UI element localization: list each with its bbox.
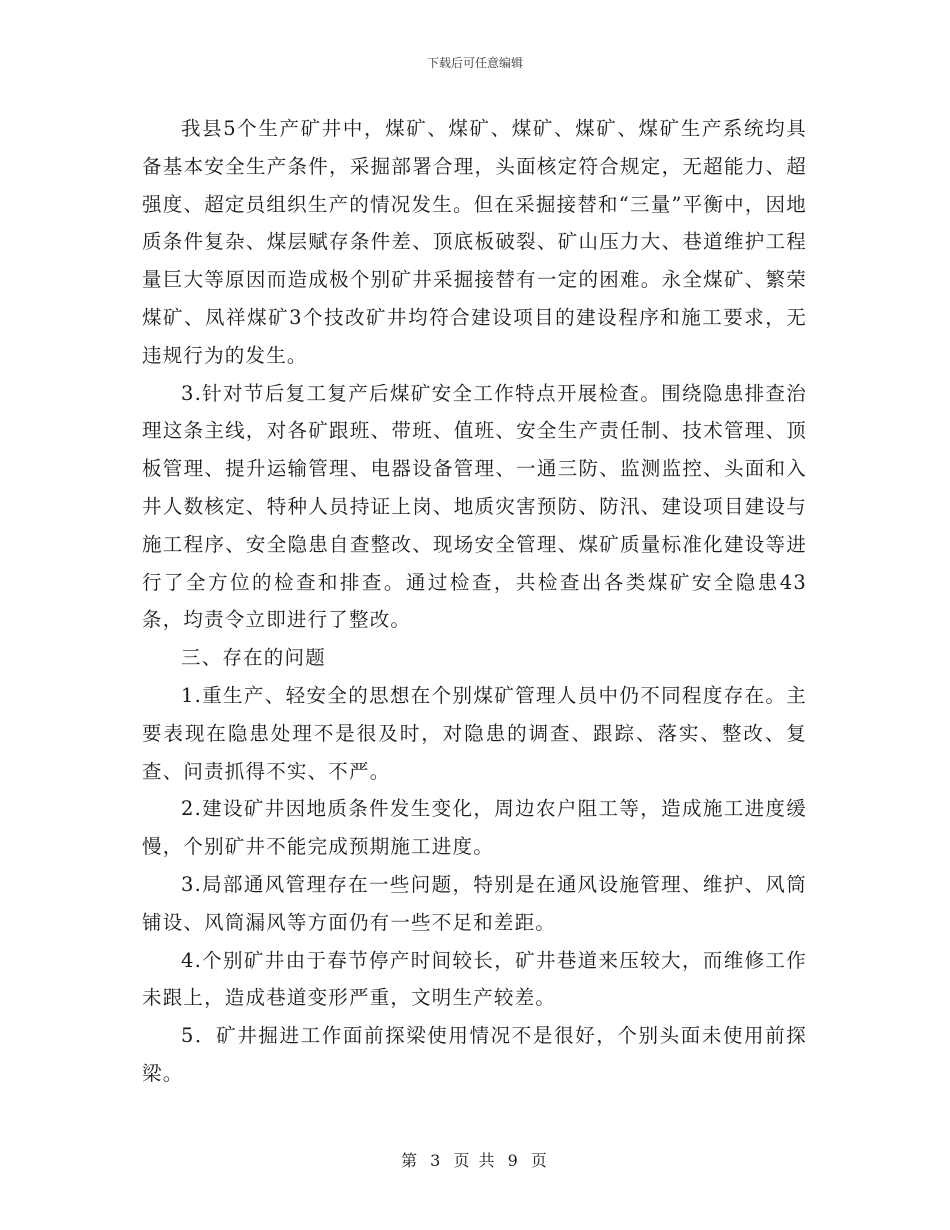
paragraph-problem-3: 3.局部通风管理存在一些问题，特别是在通风设施管理、维护、风筒铺设、风筒漏风等方面仍有一些不足和差距。 bbox=[142, 872, 807, 934]
footer-current-page: 3 bbox=[430, 1151, 443, 1170]
page-footer bbox=[0, 1148, 950, 1171]
paragraph-inspection: 3.针对节后复工复产后煤矿安全工作特点开展检查。围绕隐患排查治理这条主线，对各矿跟班、带班、值班、安全生产责任制、技术管理、顶板管理、提升运输管理、电器设备管理、一通三防、监测监控、头面和入井人数核定、特种人员持证上岗、地质灾害预防、防汛、建设项目建设与施工程序、安全隐患自查整改、现场安全管理、煤矿质量标准化建设等进行了全方位的检查和排查。通过检查，共检查出各类煤矿安全隐患43条，均责令立即进行了整改。 bbox=[142, 381, 807, 632]
section-heading-problems: 三、存在的问题 bbox=[181, 646, 326, 670]
paragraph-problem-4: 4.个别矿井由于春节停产时间较长，矿井巷道来压较大，而维修工作未跟上，造成巷道变形严重，文明生产较差。 bbox=[142, 948, 807, 1010]
footer-prefix: 第 bbox=[401, 1151, 420, 1170]
header-note: 下载后可任意编辑 bbox=[426, 56, 523, 70]
paragraph-problem-2: 2.建设矿井因地质条件发生变化，周边农户阻工等，造成施工进度缓慢，个别矿井不能完成预期施工进度。 bbox=[142, 797, 807, 859]
document-body bbox=[142, 110, 807, 1093]
paragraph-mine-status: 我县5个生产矿井中，煤矿、煤矿、煤矿、煤矿、煤矿生产系统均具备基本安全生产条件，采掘部署合理，头面核定符合规定，无超能力、超强度、超定员组织生产的情况发生。但在采掘接替和“三量”平衡中，因地质条件复杂、煤层赋存条件差、顶底板破裂、矿山压力大、巷道维护工程量巨大等原因而造成极个别矿井采掘接替有一定的困难。永全煤矿、繁荣煤矿、凤祥煤矿3个技改矿井均符合建设项目的建设程序和施工要求，无违规行为的发生。 bbox=[142, 117, 807, 367]
footer-suffix: 页 bbox=[530, 1151, 549, 1170]
paragraph-problem-1: 1.重生产、轻安全的思想在个别煤矿管理人员中仍不同程度存在。主要表现在隐患处理不是很及时，对隐患的调查、跟踪、落实、整改、复查、问责抓得不实、不严。 bbox=[142, 683, 807, 783]
paragraph-problem-5: 5．矿井掘进工作面前探梁使用情况不是很好，个别头面未使用前探梁。 bbox=[142, 1024, 807, 1085]
footer-middle: 页 共 bbox=[453, 1151, 497, 1170]
footer-total-pages: 9 bbox=[507, 1151, 520, 1170]
